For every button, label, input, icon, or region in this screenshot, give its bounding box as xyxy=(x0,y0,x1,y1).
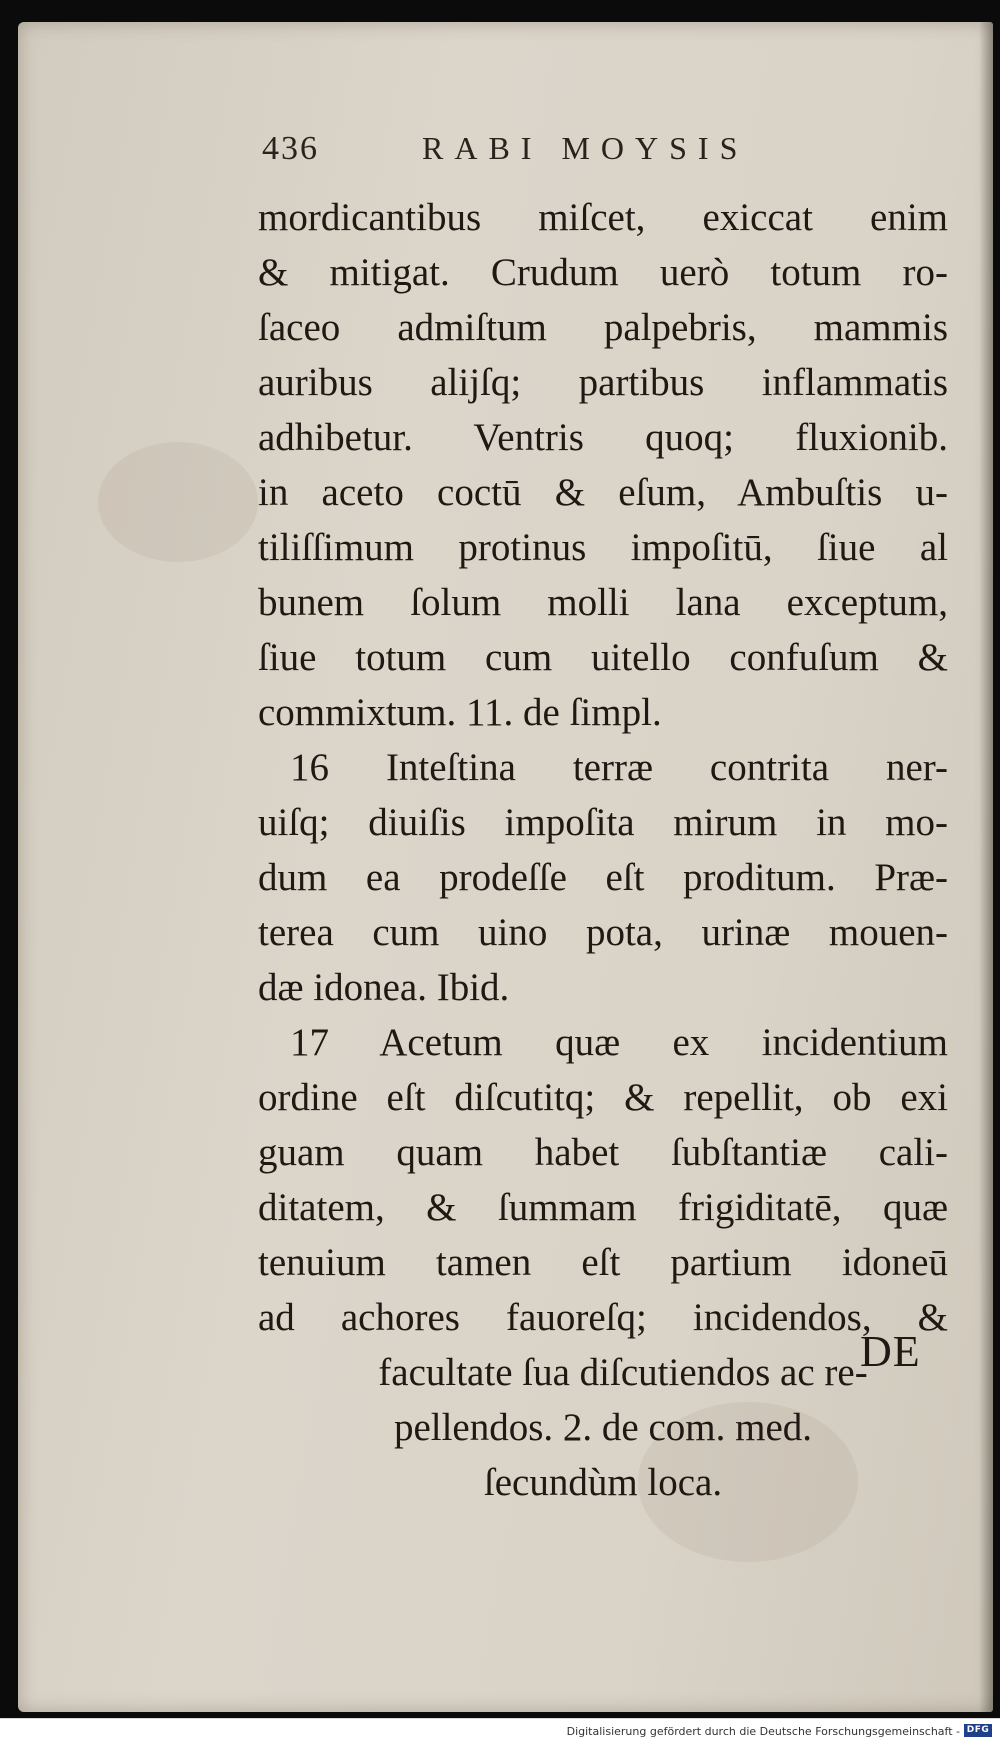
text-line: mordicantibus miſcet, exiccat enim xyxy=(258,196,948,239)
text-line: pellendos. 2. de com. med. xyxy=(393,1406,813,1449)
page-header xyxy=(262,130,802,176)
text-line: commixtum. 11. de ſimpl. xyxy=(258,691,662,734)
dfg-logo-icon: DFG xyxy=(964,1724,992,1737)
text-line: bunem ſolum molli lana exceptum, xyxy=(258,581,948,624)
text-line: 17 Acetum quæ ex incidentium xyxy=(290,1021,948,1064)
digitization-footer xyxy=(0,1718,1000,1741)
text-line: auribus alijſq; partibus inflammatis xyxy=(258,361,948,404)
text-line: ordine eſt diſcutitq; & repellit, ob exi xyxy=(258,1076,948,1119)
body-text xyxy=(258,190,948,1510)
text-line: terea cum uino pota, urinæ mouen- xyxy=(258,911,948,954)
text-line: adhibetur. Ventris quoq; fluxionib. xyxy=(258,416,948,459)
text-line: dum ea prodeſſe eſt proditum. Præ- xyxy=(258,856,948,899)
text-line: in aceto coctū & eſum, Ambuſtis u- xyxy=(258,471,948,514)
text-line: tenuium tamen eſt partium idoneū xyxy=(258,1241,948,1284)
running-head: RABI MOYSIS xyxy=(422,130,749,166)
text-line: facultate ſua diſcutiendos ac re- xyxy=(378,1351,868,1394)
funding-credit: Digitalisierung gefördert durch die Deutsche Forschungsgemeinschaft - xyxy=(566,1725,960,1738)
page-number: 436 xyxy=(262,130,319,167)
text-line: ditatem, & ſummam frigiditatē, quæ xyxy=(258,1186,948,1229)
text-line: guam quam habet ſubſtantiæ cali- xyxy=(258,1131,948,1174)
paper-stain xyxy=(98,442,258,562)
text-line: dæ idonea. Ibid. xyxy=(258,966,510,1009)
text-line: ſecundùm loca. xyxy=(483,1461,723,1504)
catchword: DE xyxy=(860,1327,921,1376)
text-line: ſiue totum cum uitello confuſum & xyxy=(258,636,948,679)
text-line: 16 Inteſtina terræ contrita ner- xyxy=(290,746,948,789)
text-line: & mitigat. Crudum uerò totum ro- xyxy=(258,251,948,294)
text-line: ad achores fauoreſq; incidendos, & xyxy=(258,1296,948,1339)
text-line: uiſq; diuiſis impoſita mirum in mo- xyxy=(258,801,948,844)
text-line: tiliſſimum protinus impoſitū, ſiue al xyxy=(258,526,948,569)
text-line: ſaceo admiſtum palpebris, mammis xyxy=(258,306,948,349)
